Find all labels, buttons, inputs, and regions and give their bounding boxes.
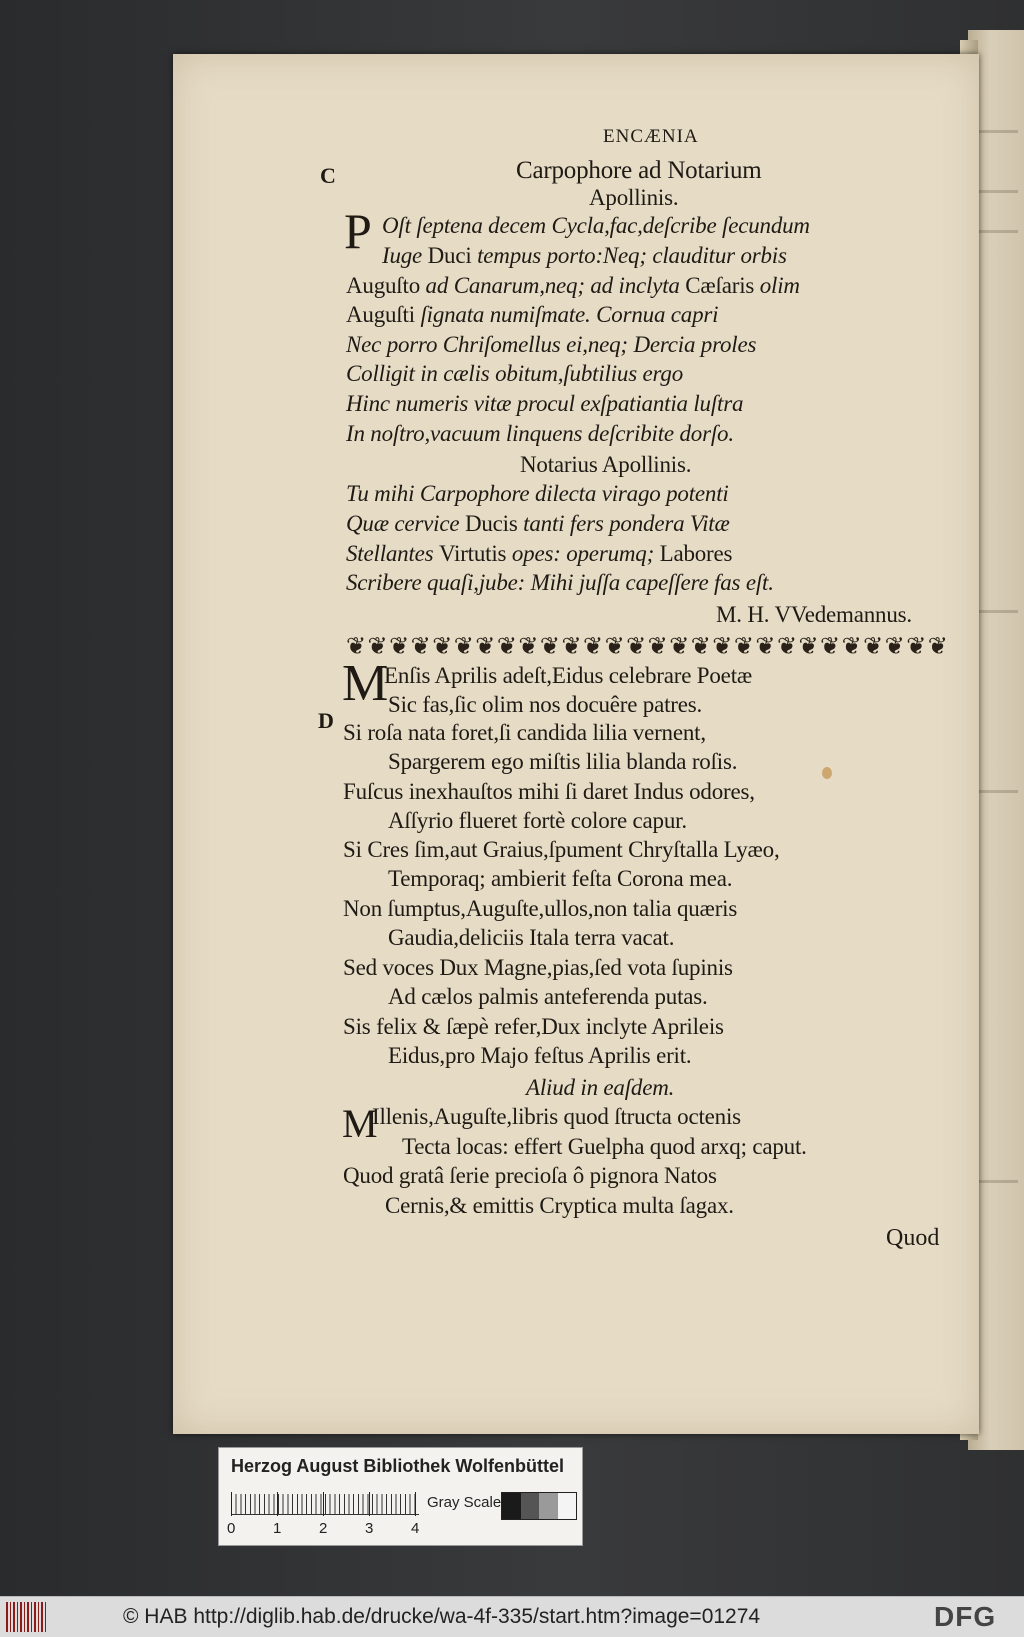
poem1-text: tempus porto:Neq; clauditur orbis — [477, 243, 787, 268]
ruler-number-0: 0 — [227, 1520, 236, 1537]
gray-swatch — [558, 1493, 577, 1519]
poem1-line — [382, 243, 787, 269]
fleuron-ornament-icon: ❦ — [496, 632, 517, 660]
ruler-number-4: 4 — [411, 1520, 420, 1537]
ruler-tick-0 — [231, 1492, 232, 1516]
poem2-text: tanti fers pondera Vitæ — [523, 511, 730, 536]
poem1-dropcap: P — [344, 203, 372, 259]
poem3-line: Si roſa nata foret,ſi candida lilia vernent, — [343, 720, 706, 745]
fleuron-ornament-icon: ❦ — [733, 632, 754, 660]
fleuron-ornament-icon: ❦ — [626, 632, 647, 660]
ruler-tick-3 — [369, 1492, 370, 1516]
poem4-title: Aliud in eaſdem. — [526, 1075, 675, 1100]
poem1-line — [346, 273, 800, 299]
ruler-tick-4 — [415, 1492, 416, 1516]
poem4-dropcap: M — [342, 1101, 378, 1146]
poem1-text: Hinc numeris vitæ procul exſpatiantia luſtra — [346, 391, 744, 416]
poem1-title-line2: Apollinis. — [589, 185, 679, 210]
poem4-line: Cernis,& emittis Cryptica multa ſagax. — [385, 1193, 734, 1218]
fleuron-ornament-icon: ❦ — [820, 632, 841, 660]
fleuron-ornament-icon: ❦ — [432, 632, 453, 660]
fleuron-ornament-icon: ❦ — [389, 632, 410, 660]
poem1-line — [346, 421, 734, 447]
poem3-line: Enſis Aprilis adeſt,Eidus celebrare Poetæ — [384, 663, 753, 688]
poem2-title: Notarius Apollinis. — [520, 452, 692, 477]
poem2-text: Quæ cervice — [346, 511, 465, 536]
poem4-line: Quod gratâ ſerie precioſa ô pignora Natos — [343, 1163, 717, 1188]
poem3-line: Eidus,pro Majo feſtus Aprilis erit. — [388, 1043, 692, 1068]
poem1-line — [346, 302, 718, 328]
poem4-line: Illenis,Auguſte,libris quod ſtructa octenis — [372, 1104, 741, 1129]
poem3-line: Spargerem ego miſtis lilia blanda roſis. — [388, 749, 738, 774]
poem3-line: Non ſumptus,Auguſte,ullos,non talia quæris — [343, 896, 738, 921]
dfg-logo: DFG — [934, 1601, 997, 1632]
color-calibration-card — [218, 1447, 583, 1546]
fleuron-ornament-icon: ❦ — [690, 632, 711, 660]
fleuron-ornament-icon: ❦ — [647, 632, 668, 660]
poem2-line — [346, 541, 732, 567]
fleuron-ornament-icon: ❦ — [518, 632, 539, 660]
fleuron-ornament-icon: ❦ — [863, 632, 884, 660]
poem1-title-line1: Carpophore ad Notarium — [516, 157, 762, 184]
poem1-line — [382, 213, 810, 239]
fleuron-ornament-icon: ❦ — [776, 632, 798, 660]
running-head: ENCÆNIA — [603, 126, 699, 147]
fleuron-ornament-icon: ❦ — [755, 632, 776, 660]
catchword: Quod — [886, 1225, 940, 1251]
poem3-line: Sis felix & ſæpè refer,Dux inclyte Aprileis — [343, 1014, 724, 1039]
poem2-text: Ducis — [464, 511, 524, 536]
footer-bar — [0, 1596, 1024, 1637]
poem2-signature: M. H. VVedemannus. — [716, 602, 912, 627]
poem1-text: Duci — [427, 243, 478, 268]
fleuron-ornament-icon: ❦ — [884, 632, 905, 660]
ruler-tick-2 — [323, 1492, 324, 1516]
footer-source-link[interactable]: © HAB http://diglib.hab.de/drucke/wa-4f-335/start.htm?image=01274 — [123, 1605, 761, 1628]
poem2-text: Tu mihi Carpophore dilecta virago potenti — [346, 481, 729, 506]
poem2-text: Scribere quaſi,jube: Mihi juſſa capeſſere fas eſt. — [346, 570, 774, 595]
fleuron-ornament-icon: ❦ — [475, 632, 496, 660]
margin-letter-c: C — [320, 163, 336, 188]
poem1-text: Auguſti — [346, 302, 421, 327]
gray-scale-label: Gray Scale — [427, 1494, 502, 1511]
poem3-line: Fuſcus inexhauſtos mihi ſi daret Indus odores, — [343, 779, 755, 804]
poem1-text: ad Canarum,neq; ad inclyta — [425, 273, 686, 298]
hab-logo-icon — [6, 1602, 46, 1632]
ruler-number-1: 1 — [273, 1520, 282, 1537]
fleuron-ornament-icon: ❦ — [669, 632, 690, 660]
poem1-line — [346, 332, 756, 358]
margin-letter-d: D — [318, 708, 334, 733]
poem2-line — [346, 481, 729, 507]
fleuron-ornament-icon: ❦ — [539, 632, 561, 660]
poem2-text: Labores — [659, 541, 733, 566]
gray-swatch — [539, 1493, 558, 1519]
scale-ruler — [231, 1494, 419, 1515]
fleuron-ornament-icon: ❦ — [346, 632, 367, 660]
poem1-text: Colligit in cælis obitum,ſubtilius ergo — [346, 361, 684, 386]
poem1-line — [346, 391, 743, 417]
poem3-line: Temporaq; ambierit feſta Corona mea. — [388, 866, 733, 891]
poem3-line: Aſſyrio flueret fortè colore capur. — [388, 808, 687, 833]
ornament-divider — [346, 630, 948, 662]
poem1-text: Nec porro Chriſomellus ei,neq; Dercia proles — [346, 332, 757, 357]
poem1-text: Iuge — [382, 243, 428, 268]
poem2-text: opes: operumq; — [511, 541, 660, 566]
fleuron-ornament-icon: ❦ — [927, 632, 948, 660]
poem3-line: Gaudia,deliciis Itala terra vacat. — [388, 925, 675, 950]
poem1-text: olim — [759, 273, 800, 298]
ruler-tick-1 — [277, 1492, 278, 1516]
gray-swatch — [521, 1493, 540, 1519]
ruler-number-2: 2 — [319, 1520, 328, 1537]
poem2-text: Virtutis — [438, 541, 512, 566]
poem3-line: Sic fas,ſic olim nos docuêre patres. — [388, 692, 703, 717]
fleuron-ornament-icon: ❦ — [798, 632, 819, 660]
poem1-text: ſignata numiſmate. Cornua capri — [420, 302, 719, 327]
fleuron-ornament-icon: ❦ — [367, 632, 388, 660]
poem1-text: Auguſto — [346, 273, 426, 298]
poem1-line — [346, 361, 683, 387]
fleuron-ornament-icon: ❦ — [561, 632, 582, 660]
card-title: Herzog August Bibliothek Wolfenbüttel — [231, 1456, 564, 1476]
fleuron-ornament-icon: ❦ — [604, 632, 625, 660]
fleuron-ornament-icon: ❦ — [712, 632, 733, 660]
poem4-line: Tecta locas: effert Guelpha quod arxq; caput. — [402, 1134, 807, 1159]
poem1-text: Oſt ſeptena decem Cycla,fac,deſcribe ſecundum — [382, 213, 810, 238]
fleuron-ornament-icon: ❦ — [583, 632, 604, 660]
poem1-text: Cæſaris — [685, 273, 760, 298]
paper-stain — [822, 767, 832, 779]
poem3-line: Si Cres ſim,aut Graius,ſpument Chryſtalla Lyæo, — [343, 837, 780, 862]
poem2-line — [346, 511, 730, 537]
poem2-line — [346, 570, 774, 596]
poem3-line: Ad cælos palmis anteferenda putas. — [388, 984, 708, 1009]
poem1-text: In noſtro,vacuum linquens deſcribite dorſo. — [346, 421, 734, 446]
poem3-line: Sed voces Dux Magne,pias,ſed vota ſupinis — [343, 955, 733, 980]
ruler-number-3: 3 — [365, 1520, 374, 1537]
fleuron-ornament-icon: ❦ — [410, 632, 431, 660]
fleuron-ornament-icon: ❦ — [906, 632, 927, 660]
fleuron-ornament-icon: ❦ — [453, 632, 474, 660]
fleuron-ornament-icon: ❦ — [841, 632, 862, 660]
poem2-text: Stellantes — [346, 541, 439, 566]
gray-swatch — [502, 1493, 521, 1519]
poem3-dropcap: M — [342, 655, 389, 712]
gray-swatches — [501, 1492, 577, 1520]
